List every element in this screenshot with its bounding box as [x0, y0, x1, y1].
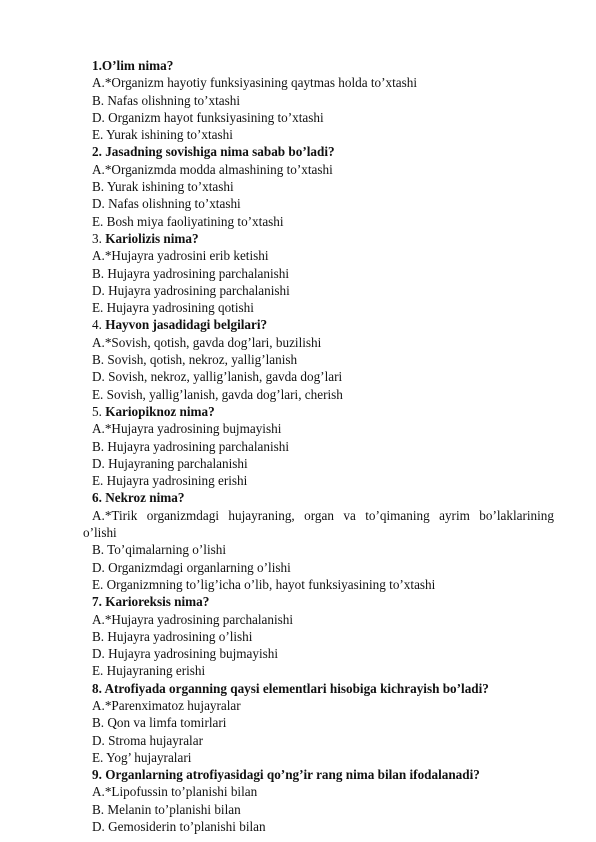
question-number: 3. [92, 230, 106, 246]
answer-option: B. Yurak ishining to’xtashi [92, 179, 234, 195]
answer-option: E. Hujayra yadrosining erishi [92, 473, 248, 489]
answer-option: B. Melanin to’planishi bilan [92, 801, 241, 817]
answer-option-continuation: o’lishi [83, 525, 117, 541]
answer-option: B. Hujayra yadrosining o’lishi [92, 628, 253, 644]
question-title: Kariolizis nima? [105, 230, 199, 246]
question-title: 1.O’lim nima? [92, 58, 174, 73]
question-heading [0, 403, 596, 420]
answer-option: D. Stroma hujayralar [92, 732, 203, 748]
answer-option: D. Gemosiderin to’planishi bilan [92, 819, 266, 835]
question-title: Kariopiknoz nima? [105, 403, 215, 419]
question-title: 9. Organlarning atrofiyasidagi qo’ng’ir rang nima bilan ifodalanadi? [92, 767, 480, 783]
question-title: 2. Jasadning sovishiga nima sabab bo’ladi? [92, 144, 335, 160]
question-title: Hayvon jasadidagi belgilari? [105, 317, 268, 333]
answer-option: A.*Hujayra yadrosini erib ketishi [92, 248, 269, 264]
question-title: 6. Nekroz nima? [92, 490, 185, 506]
question-title: 8. Atrofiyada organning qaysi elementlari hisobiga kichrayish bo’ladi? [92, 680, 489, 696]
answer-option: A.*Lipofussin to’planishi bilan [92, 784, 258, 800]
answer-option: A.*Tirik organizmdagi hujayraning, organ va to’qimaning ayrim bo’laklarining [92, 507, 554, 523]
answer-option: A.*Organizmda modda almashining to’xtashi [92, 161, 333, 177]
answer-option: B. To’qimalarning o’lishi [92, 542, 226, 558]
answer-option: D. Organizmdagi organlarning o’lishi [92, 559, 291, 575]
answer-option: A.*Sovish, qotish, gavda dog’lari, buzilishi [92, 334, 322, 350]
answer-option: B. Hujayra yadrosining parchalanishi [92, 438, 290, 454]
answer-option: E. Hujayra yadrosining qotishi [92, 300, 254, 316]
answer-option: E. Organizmning to’lig’icha o’lib, hayot funksiyasining to’xtashi [92, 576, 436, 592]
answer-option: B. Hujayra yadrosining parchalanishi [92, 265, 290, 281]
answer-option: E. Yurak ishining to’xtashi [92, 127, 233, 143]
answer-option: E. Sovish, yallig’lanish, gavda dog’lari, cherish [92, 386, 343, 402]
answer-option: D. Hujayra yadrosining parchalanishi [92, 282, 290, 298]
answer-option: B. Sovish, qotish, nekroz, yallig’lanish [92, 352, 298, 368]
question-number: 4. [92, 317, 106, 333]
question-number: 5. [92, 403, 106, 419]
answer-option: A.*Parenximatoz hujayralar [92, 697, 241, 713]
answer-option: B. Nafas olishning to’xtashi [92, 92, 240, 108]
answer-option: D. Nafas olishning to’xtashi [92, 196, 241, 212]
answer-option: E. Hujayraning erishi [92, 663, 206, 679]
document-page [0, 57, 596, 835]
question-heading [0, 230, 596, 247]
answer-option: D. Hujayra yadrosining bujmayishi [92, 646, 279, 662]
answer-option: A.*Organizm hayotiy funksiyasining qaytmas holda to’xtashi [92, 75, 417, 91]
answer-option: E. Bosh miya faoliyatining to’xtashi [92, 213, 284, 229]
question-heading [0, 316, 596, 333]
answer-option: D. Organizm hayot funksiyasining to’xtashi [92, 109, 324, 125]
answer-option: E. Yog’ hujayralari [92, 749, 192, 765]
answer-option: A.*Hujayra yadrosining bujmayishi [92, 421, 282, 437]
question-title: 7. Karioreksis nima? [92, 594, 210, 610]
answer-option: D. Sovish, nekroz, yallig’lanish, gavda dog’lari [92, 369, 343, 385]
answer-option: B. Qon va limfa tomirlari [92, 715, 227, 731]
answer-option: A.*Hujayra yadrosining parchalanishi [92, 611, 294, 627]
answer-option: D. Hujayraning parchalanishi [92, 455, 248, 471]
